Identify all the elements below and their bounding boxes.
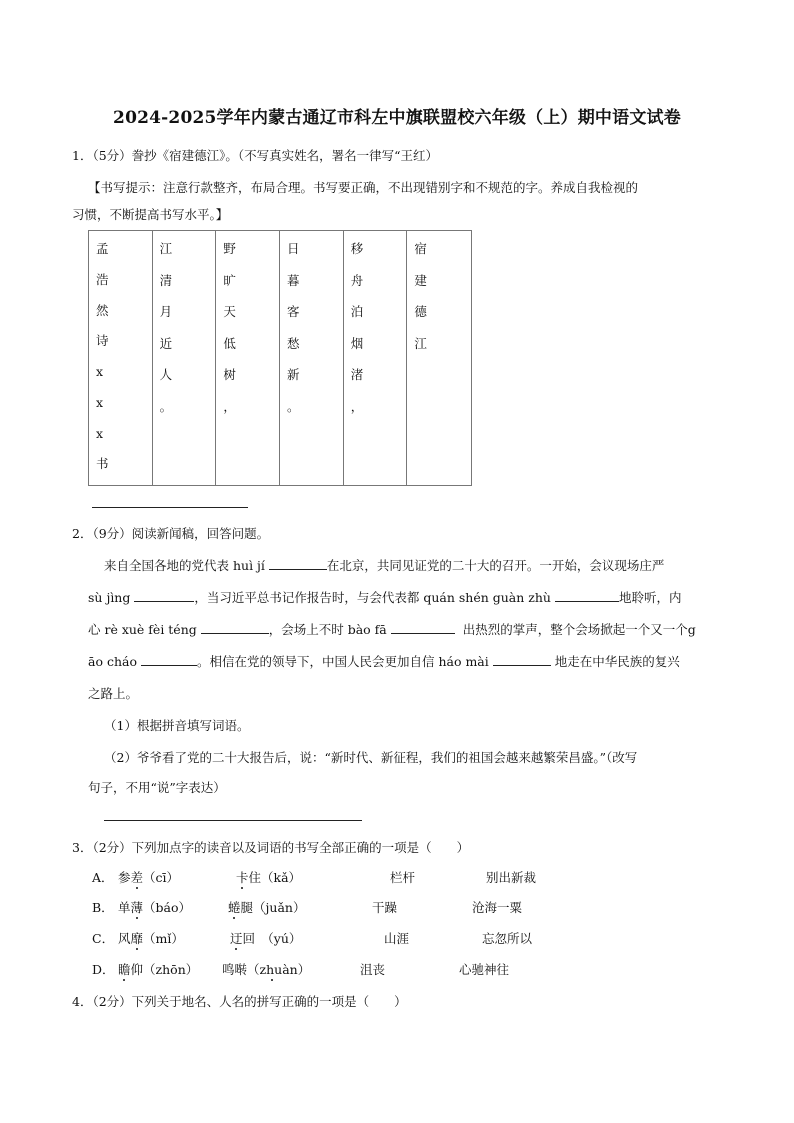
q2-text: 出热烈的掌声，整个会场掀起一个又一个g [462,622,696,637]
option-word3: 栏杆 [390,870,416,885]
q2-para-line5: 之路上。 [88,686,139,701]
q4-stem: 4．（2分）下列关于地名、人名的拼写正确的一项是（ ） [72,994,407,1009]
poem-char: 江 [414,335,427,351]
poem-char: 天 [223,304,236,319]
option-word2: 鸣啭（zhuàn） [222,962,311,977]
q2-text: 。相信在党的领导下，中国人民会更加自信 háo mài [196,654,489,669]
blank-baofa[interactable] [391,622,455,634]
q3-option-a[interactable] [92,868,792,888]
q3-option-c[interactable] [92,929,792,949]
q2-answer-line[interactable] [104,820,362,821]
option-word1: 单薄（báo） [118,900,192,915]
q2-text: 来自全国各地的党代表 huì jí [104,558,265,573]
poem-char: 移 [350,241,364,256]
poem-char: 新 [287,367,300,382]
poem-char: 日 [287,241,300,256]
poem-char: 人 [159,367,173,382]
option-label: D． [92,962,115,977]
option-word4: 心驰神往 [459,962,510,977]
poem-char: 近 [159,335,173,351]
poem-column-2 [153,231,217,485]
poem-char: 低 [223,335,236,351]
poem-char: 舟 [350,272,364,288]
q1-answer-line[interactable] [92,507,248,508]
poem-char: 孟 [96,241,109,256]
poem-char: 诗 [96,333,109,349]
poem-char: 。 [159,398,173,414]
q2-para-line2 [88,588,681,606]
poem-char: 愁 [287,335,300,351]
q3-stem: 3．（2分）下列加点字的读音以及词语的书写全部正确的一项是（ ） [72,840,470,855]
q2-para-line4 [88,652,680,670]
blank-sujing[interactable] [134,590,194,602]
poem-char: 泊 [350,304,364,319]
q1-hint-line2: 习惯，不断提高书写水平。】 [72,207,229,222]
q1-stem: 1．（5分）誊抄《宿建德江》。（不写真实姓名，署名一律写“王红） [72,148,439,163]
option-word1: 参差（cī） [118,870,180,885]
q2-text: 地聆听，内 [618,590,682,605]
poem-char: 建 [414,272,427,288]
paper-title: 2024-2025学年内蒙古通辽市科左中旗联盟校六年级（上）期中语文试卷 [113,108,681,128]
poem-column-3 [216,231,280,485]
poem-char: 。 [287,398,300,414]
poem-char: 树 [223,367,236,382]
poem-char: 暮 [287,272,300,288]
poem-char: 月 [159,304,173,319]
poem-copy-table [88,230,472,486]
poem-char: 清 [159,272,173,288]
q2-sub2-line2: 句子，不用“说”字表达） [88,780,226,795]
q2-text: sù jìng [88,590,131,605]
poem-char: 江 [159,241,173,256]
option-word3: 山涯 [384,931,410,946]
option-word1: 风靡（mǐ） [118,931,184,946]
q2-text: ，会场上不时 bào fā [268,622,387,637]
blank-gaochao[interactable] [141,654,197,666]
option-word4: 忘忽所以 [482,931,533,946]
poem-column-1 [89,231,153,485]
q2-text: ，当习近平总书记作报告时，与会代表都 quán shén guàn zhù [194,590,551,605]
q2-stem: 2．（9分）阅读新闻稿，回答问题。 [72,526,270,541]
q3-option-d[interactable] [92,960,792,980]
poem-char: 然 [96,302,109,318]
q2-text: 在北京，共同见证党的二十大的召开。一开始，会议现场庄严 [326,558,665,573]
q2-text: 地走在中华民族的复兴 [554,654,680,669]
option-word4: 别出新裁 [486,870,537,885]
poem-char: 浩 [96,271,109,287]
poem-char: 渚 [350,367,364,382]
q1-hint-line1: 【书写提示：注意行款整齐，布局合理。书写要正确，不出现错别字和不规范的字。养成自我检视的 [88,180,639,195]
q2-sub2-line1: （2）爷爷看了党的二十大报告后，说：“新时代、新征程，我们的祖国会越来越繁荣昌盛。”（改写 [104,750,638,765]
option-word1: 瞻仰（zhōn） [118,962,199,977]
poem-char: ， [350,398,364,414]
q2-para-line3 [88,620,696,638]
option-word2: 蜷腿（juǎn） [228,900,306,915]
q2-para-line1 [104,556,664,574]
poem-char: 烟 [350,335,364,351]
poem-char: x [96,364,104,379]
option-word2: 迂回 （yú） [230,931,302,946]
poem-column-4 [280,231,344,485]
option-label: A． [92,870,114,885]
poem-char: x [96,425,104,441]
q2-text: āo cháo [88,654,137,669]
q2-text: 心 rè xuè fèi téng [88,622,197,637]
poem-char: 书 [96,456,109,472]
option-word4: 沧海一粟 [472,900,523,915]
blank-huiji[interactable] [269,558,327,570]
option-label: B． [92,900,114,915]
poem-char: 德 [414,304,427,319]
poem-char: 野 [223,241,236,256]
blank-rexuefeiteng[interactable] [201,622,269,634]
q3-option-b[interactable] [92,898,792,918]
poem-char: 宿 [414,241,427,256]
poem-column-6 [407,231,471,485]
poem-char: 旷 [223,272,236,288]
poem-column-5 [344,231,408,485]
poem-char: 客 [287,304,300,319]
poem-char: ， [223,398,236,414]
poem-char: x [96,394,104,410]
option-word3: 干躁 [372,900,398,915]
q2-sub1: （1）根据拼音填写词语。 [104,718,250,733]
blank-quanshenguanzhu[interactable] [555,590,619,602]
option-word2: 卡住（kǎ） [236,870,302,885]
blank-haomai[interactable] [493,654,551,666]
option-word3: 沮丧 [360,962,386,977]
option-label: C． [92,931,115,946]
